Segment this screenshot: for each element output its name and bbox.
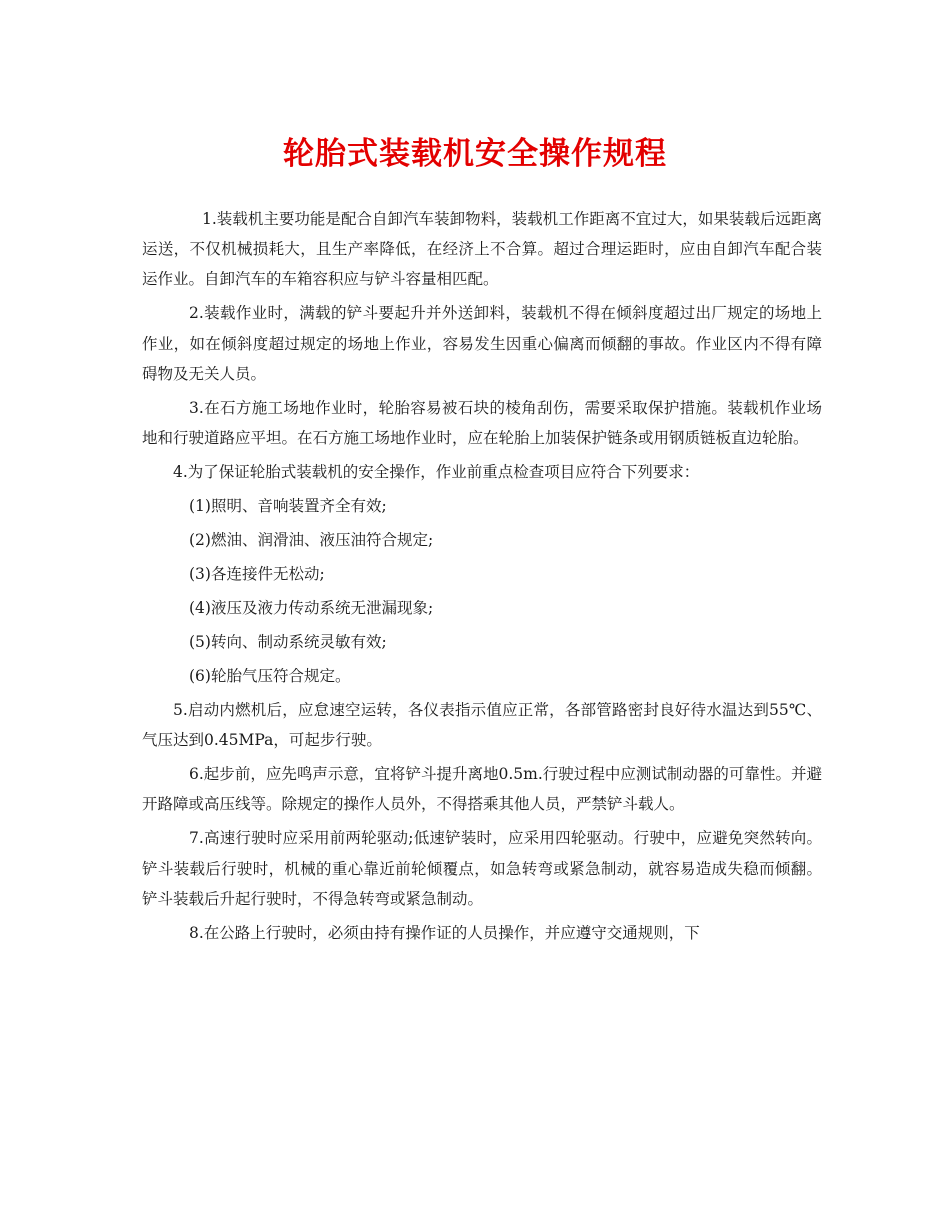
document-body [142,204,822,952]
checklist-item: (2)燃油、润滑油、液压油符合规定; [189,531,434,550]
checklist-item: (1)照明、音响装置齐全有效; [189,497,387,516]
paragraph-1: 1.装载机主要功能是配合自卸汽车装卸物料，装载机工作距离不宜过大，如果装载后远距离运送，不仅机械损耗大，且生产率降低，在经济上不合算。超过合理运距时，应由自卸汽车配合装运作业。自卸汽车的车箱容积应与铲斗容量相匹配。 [142,210,822,289]
paragraph-7: 7.高速行驶时应采用前两轮驱动;低速铲装时，应采用四轮驱动。行驶中，应避免突然转向。铲斗装载后行驶时，机械的重心靠近前轮倾覆点，如急转弯或紧急制动，就容易造成失稳而倾翻。铲斗装载后升起行驶时，不得急转弯或紧急制动。 [142,829,822,908]
checklist-item: (3)各连接件无松动; [189,565,325,584]
checklist-item: (6)轮胎气压符合规定。 [189,667,351,686]
paragraph-6: 6.起步前，应先鸣声示意，宜将铲斗提升离地0.5m.行驶过程中应测试制动器的可靠性。并避开路障或高压线等。除规定的操作人员外，不得搭乘其他人员，严禁铲斗载人。 [142,765,822,814]
paragraph-8: 8.在公路上行驶时，必须由持有操作证的人员操作，并应遵守交通规则，下 [189,923,700,942]
paragraph-5: 5.启动内燃机后，应怠速空运转，各仪表指示值应正常，各部管路密封良好待水温达到55℃、气压达到0.45MPa，可起步行驶。 [142,701,822,750]
document-title: 轮胎式装载机安全操作规程 [283,136,667,172]
paragraph-2: 2.装载作业时，满载的铲斗要起升并外送卸料，装载机不得在倾斜度超过出厂规定的场地上作业，如在倾斜度超过规定的场地上作业，容易发生因重心偏离而倾翻的事故。作业区内不得有障碍物及无关人员。 [142,304,822,383]
checklist-item: (4)液压及液力传动系统无泄漏现象; [189,599,434,618]
paragraph-3: 3.在石方施工场地作业时，轮胎容易被石块的棱角刮伤，需要采取保护措施。装载机作业场地和行驶道路应平坦。在石方施工场地作业时，应在轮胎上加装保护链条或用钢质链板直边轮胎。 [142,398,822,448]
paragraph-4: 4.为了保证轮胎式装载机的安全操作，作业前重点检查项目应符合下列要求： [173,463,700,482]
checklist [142,491,822,691]
checklist-item: (5)转向、制动系统灵敏有效; [189,633,387,652]
